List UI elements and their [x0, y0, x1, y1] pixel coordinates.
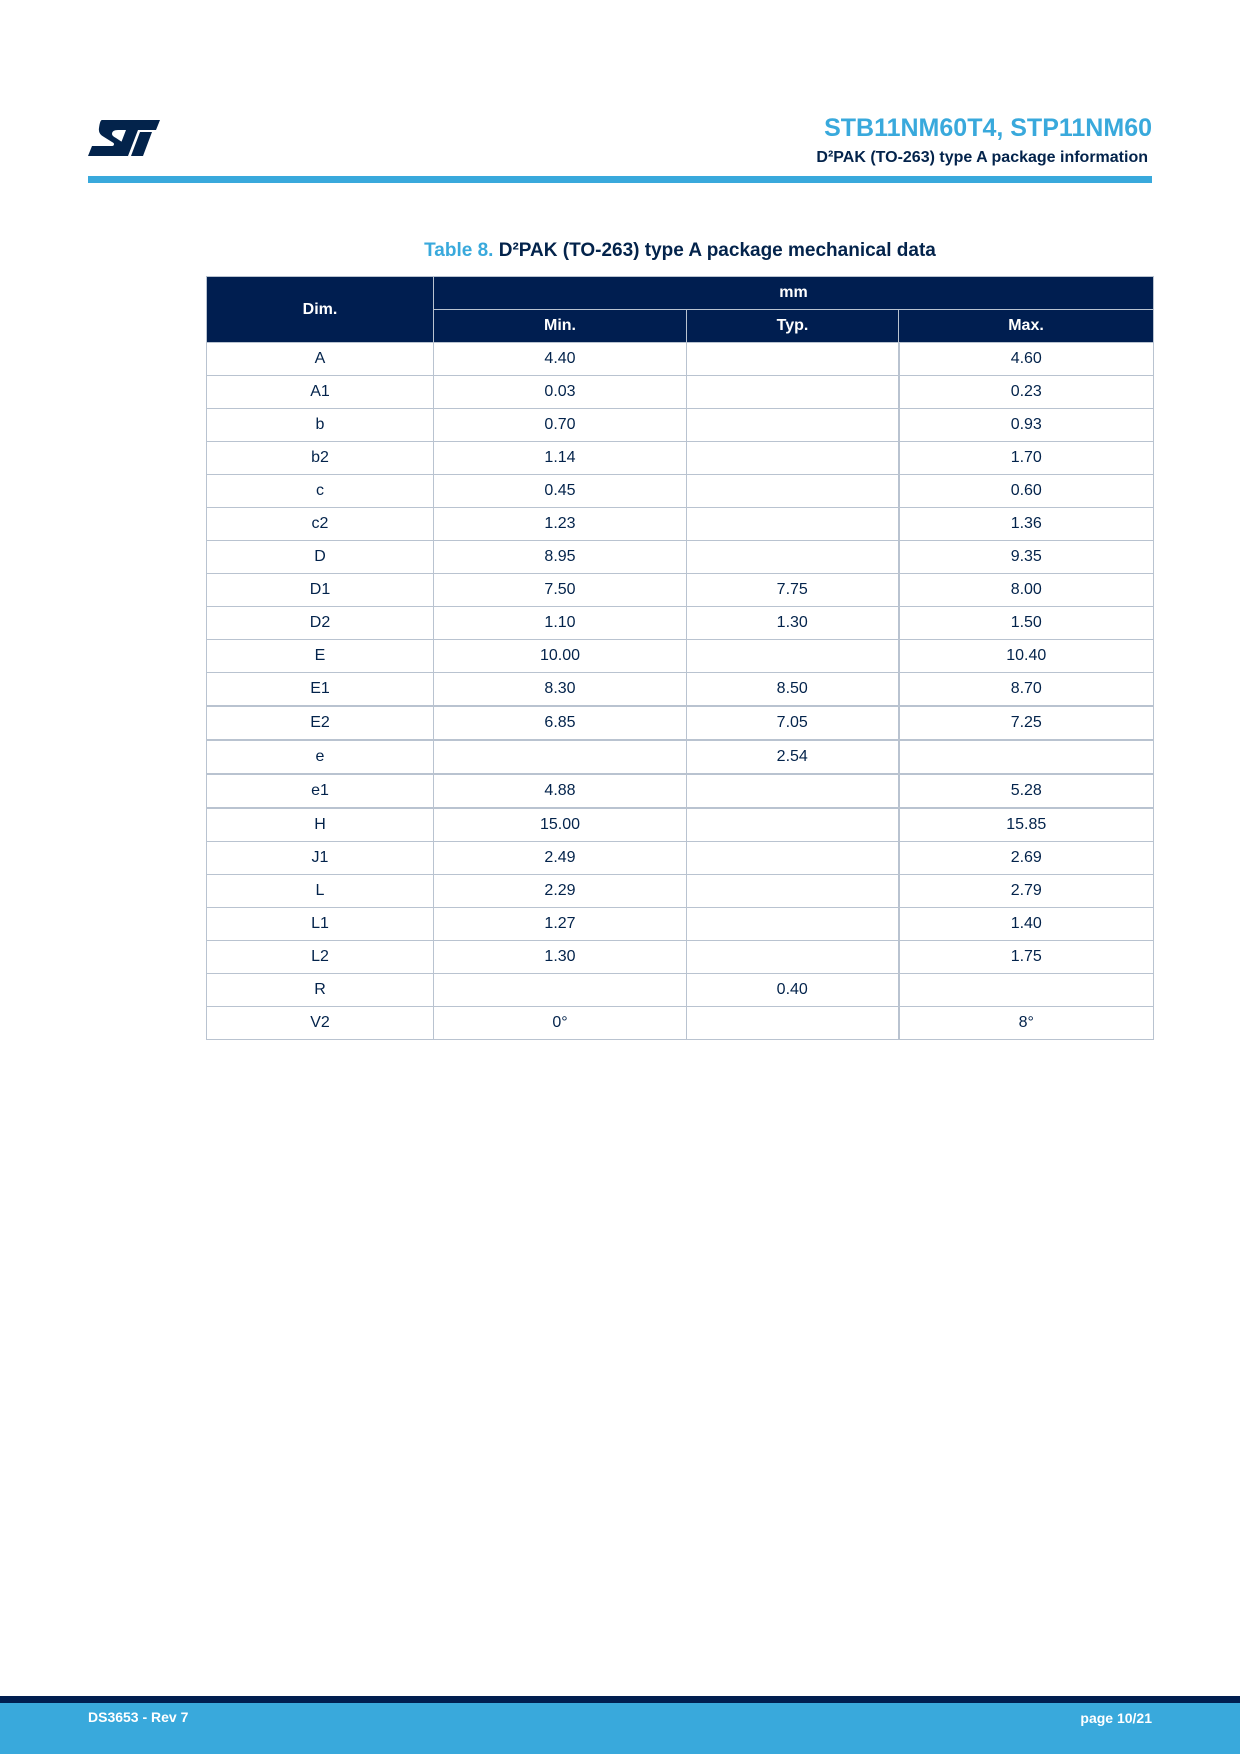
cell-dim: A1 [207, 376, 434, 409]
footer-rule [0, 1696, 1240, 1703]
header-dim: Dim. [207, 277, 434, 343]
cell-min: 0.45 [434, 475, 687, 508]
cell-max: 10.40 [899, 640, 1154, 673]
cell-min: 7.50 [434, 574, 687, 607]
cell-max: 0.23 [899, 376, 1154, 409]
cell-max: 1.70 [899, 442, 1154, 475]
cell-max: 9.35 [899, 541, 1154, 574]
header-max: Max. [899, 310, 1154, 343]
header-unit-mm: mm [434, 277, 1154, 310]
table-caption-label: Table 8. [424, 240, 494, 261]
cell-dim: R [207, 974, 434, 1007]
cell-min: 1.14 [434, 442, 687, 475]
cell-max: 7.25 [899, 706, 1154, 740]
cell-typ: 1.30 [687, 607, 899, 640]
cell-max: 1.75 [899, 941, 1154, 974]
cell-dim: e [207, 740, 434, 774]
cell-max: 15.85 [899, 808, 1154, 842]
cell-min: 1.27 [434, 908, 687, 941]
cell-typ [687, 541, 899, 574]
cell-typ: 7.05 [687, 706, 899, 740]
cell-typ: 8.50 [687, 673, 899, 707]
cell-max [899, 740, 1154, 774]
cell-typ [687, 774, 899, 808]
cell-typ [687, 908, 899, 941]
cell-max: 1.36 [899, 508, 1154, 541]
section-title: D²PAK (TO-263) type A package information [816, 149, 1148, 166]
table-row [207, 376, 1154, 409]
table-row [207, 875, 1154, 908]
table-row [207, 706, 1154, 740]
cell-min: 8.95 [434, 541, 687, 574]
cell-dim: b [207, 409, 434, 442]
cell-typ [687, 442, 899, 475]
cell-min: 1.23 [434, 508, 687, 541]
header-rule [88, 176, 1152, 183]
cell-dim: c [207, 475, 434, 508]
cell-dim: H [207, 808, 434, 842]
cell-max: 4.60 [899, 343, 1154, 376]
cell-typ: 7.75 [687, 574, 899, 607]
cell-dim: D1 [207, 574, 434, 607]
cell-min: 2.29 [434, 875, 687, 908]
cell-typ: 0.40 [687, 974, 899, 1007]
table-row [207, 908, 1154, 941]
cell-dim: J1 [207, 842, 434, 875]
table-row [207, 740, 1154, 774]
cell-dim: L [207, 875, 434, 908]
mechanical-data-table [206, 276, 1154, 1040]
cell-min: 1.30 [434, 941, 687, 974]
table-caption-text: D²PAK (TO-263) type A package mechanical data [498, 240, 936, 261]
table-row [207, 541, 1154, 574]
table-row [207, 574, 1154, 607]
cell-min: 1.10 [434, 607, 687, 640]
table-row [207, 774, 1154, 808]
cell-dim: L2 [207, 941, 434, 974]
cell-min: 0.70 [434, 409, 687, 442]
cell-dim: c2 [207, 508, 434, 541]
table-row [207, 607, 1154, 640]
cell-typ [687, 376, 899, 409]
cell-typ [687, 1007, 899, 1040]
cell-typ [687, 508, 899, 541]
table-row [207, 442, 1154, 475]
cell-min: 0° [434, 1007, 687, 1040]
cell-max: 8° [899, 1007, 1154, 1040]
table-caption [0, 240, 1240, 262]
cell-max: 2.69 [899, 842, 1154, 875]
table-row [207, 508, 1154, 541]
cell-dim: L1 [207, 908, 434, 941]
cell-dim: b2 [207, 442, 434, 475]
table-row [207, 941, 1154, 974]
cell-min: 4.40 [434, 343, 687, 376]
cell-min [434, 740, 687, 774]
header-min: Min. [434, 310, 687, 343]
cell-max: 5.28 [899, 774, 1154, 808]
cell-typ [687, 343, 899, 376]
table-row [207, 409, 1154, 442]
cell-max [899, 974, 1154, 1007]
cell-max: 1.40 [899, 908, 1154, 941]
cell-min: 15.00 [434, 808, 687, 842]
cell-typ [687, 842, 899, 875]
table-row [207, 640, 1154, 673]
cell-typ [687, 941, 899, 974]
cell-min [434, 974, 687, 1007]
cell-max: 0.93 [899, 409, 1154, 442]
cell-dim: E2 [207, 706, 434, 740]
cell-dim: E [207, 640, 434, 673]
cell-min: 6.85 [434, 706, 687, 740]
cell-typ: 2.54 [687, 740, 899, 774]
cell-typ [687, 475, 899, 508]
cell-min: 2.49 [434, 842, 687, 875]
cell-typ [687, 808, 899, 842]
cell-min: 8.30 [434, 673, 687, 707]
cell-max: 2.79 [899, 875, 1154, 908]
cell-min: 0.03 [434, 376, 687, 409]
footer-doc-id: DS3653 - Rev 7 [88, 1709, 189, 1725]
table-row [207, 808, 1154, 842]
cell-typ [687, 875, 899, 908]
table-row [207, 343, 1154, 376]
header-typ: Typ. [687, 310, 899, 343]
cell-min: 4.88 [434, 774, 687, 808]
cell-dim: E1 [207, 673, 434, 707]
table-row [207, 475, 1154, 508]
cell-min: 10.00 [434, 640, 687, 673]
table-row [207, 842, 1154, 875]
cell-max: 8.70 [899, 673, 1154, 707]
cell-max: 0.60 [899, 475, 1154, 508]
cell-typ [687, 409, 899, 442]
document-title: STB11NM60T4, STP11NM60 [824, 114, 1152, 142]
table-body [207, 343, 1154, 1040]
table-row [207, 673, 1154, 707]
cell-typ [687, 640, 899, 673]
st-logo-icon [88, 118, 160, 158]
cell-dim: A [207, 343, 434, 376]
cell-dim: D2 [207, 607, 434, 640]
table-row [207, 1007, 1154, 1040]
cell-max: 1.50 [899, 607, 1154, 640]
table-row [207, 974, 1154, 1007]
cell-max: 8.00 [899, 574, 1154, 607]
cell-dim: V2 [207, 1007, 434, 1040]
cell-dim: e1 [207, 774, 434, 808]
footer-page-number: page 10/21 [1080, 1710, 1152, 1726]
cell-dim: D [207, 541, 434, 574]
